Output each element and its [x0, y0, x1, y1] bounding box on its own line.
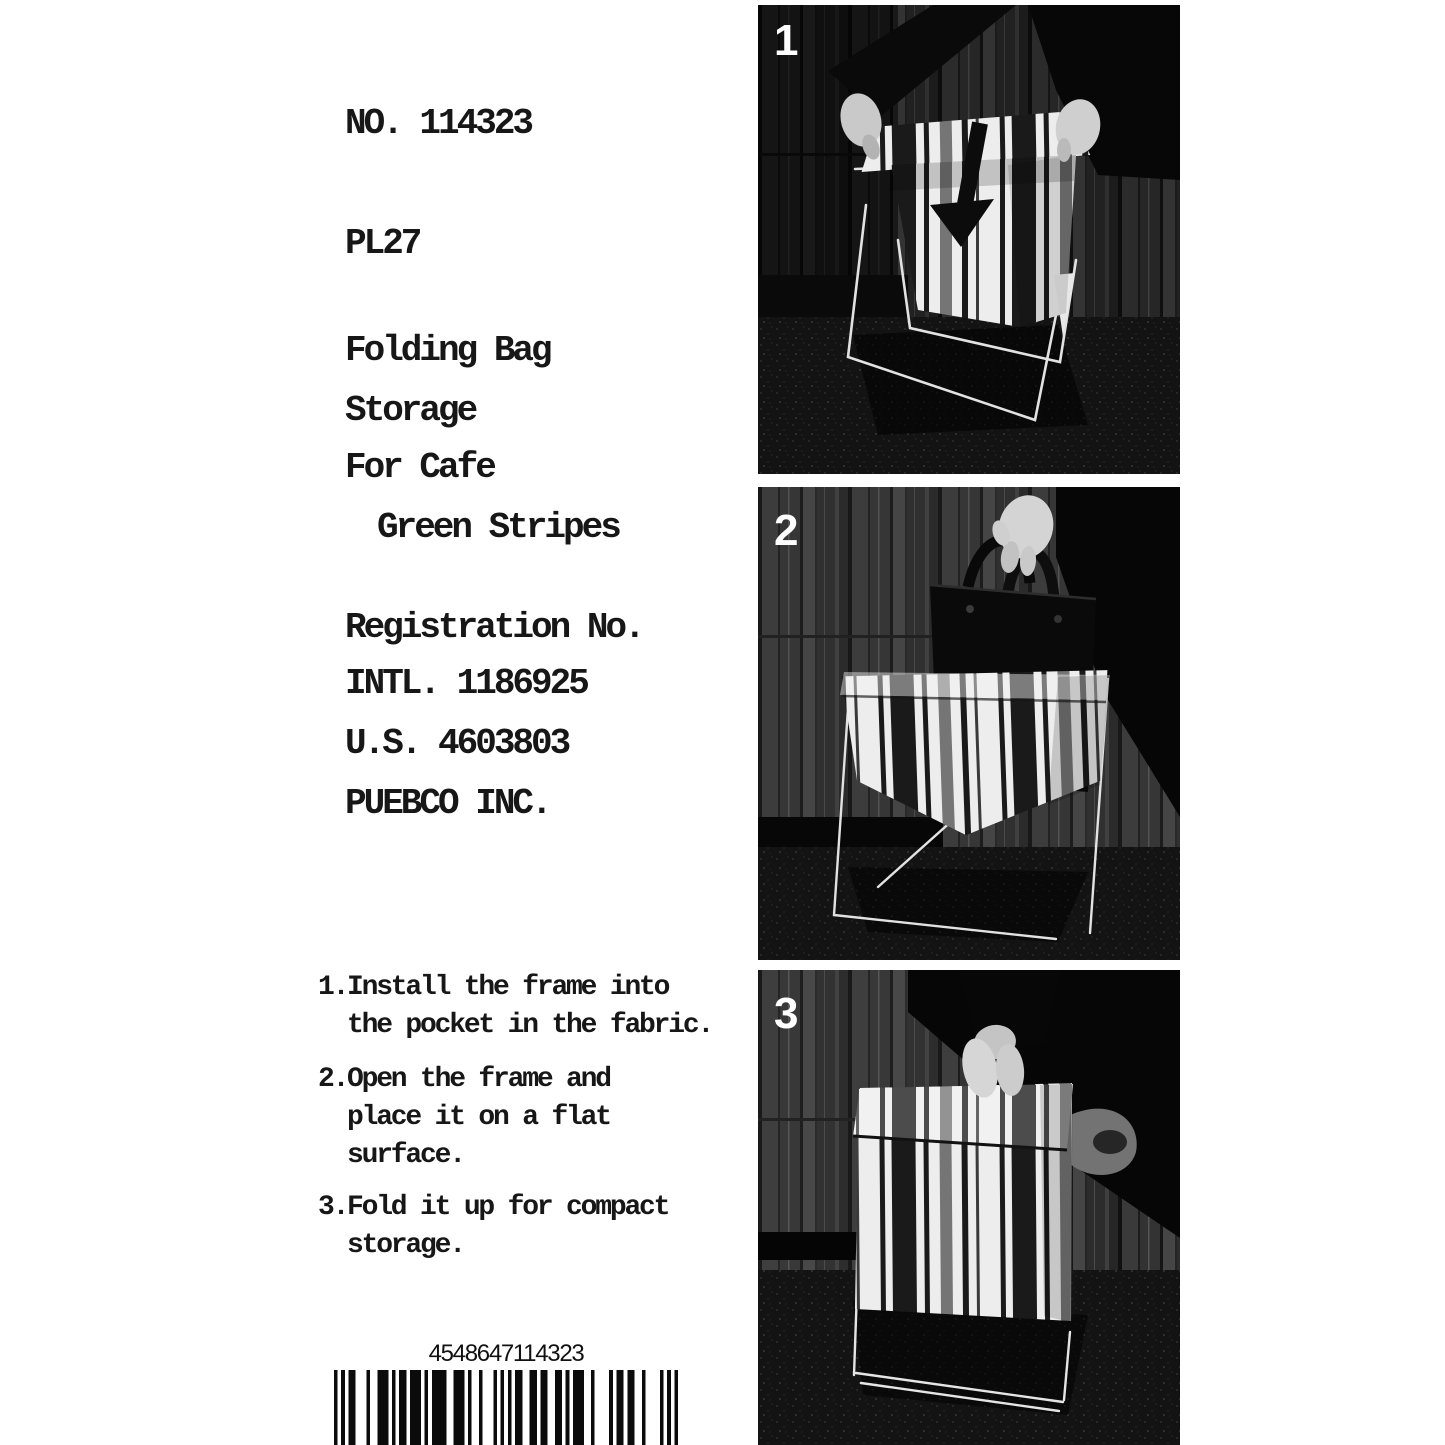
- registration-us: U.S. 4603803: [345, 723, 569, 764]
- instruction-step-1: [318, 969, 712, 1045]
- manufacturer-name: PUEBCO INC.: [345, 783, 550, 824]
- instruction-1-line-1: Install the frame into: [347, 972, 669, 1003]
- registration-heading: Registration No.: [345, 607, 643, 648]
- instruction-2-line-3: surface.: [347, 1140, 464, 1171]
- product-number: NO. 114323: [345, 103, 532, 144]
- instruction-step-3: [318, 1189, 668, 1265]
- barcode-bars: [334, 1370, 678, 1445]
- model-code: PL27: [345, 223, 420, 264]
- barcode: [334, 1341, 678, 1367]
- product-name-line-2: Storage: [345, 390, 476, 431]
- striped-fabric: [853, 1083, 1074, 1323]
- instruction-2-number: 2.: [318, 1064, 348, 1095]
- instruction-2-line-2: place it on a flat: [347, 1102, 610, 1133]
- product-variant: Green Stripes: [377, 507, 619, 548]
- handle-roll-hole: [1093, 1130, 1127, 1154]
- instruction-step-2: [318, 1061, 610, 1175]
- photo-step-number: 2: [774, 506, 799, 555]
- photo-step-number: 3: [774, 989, 799, 1038]
- photo-step-number: 1: [774, 16, 799, 65]
- registration-intl: INTL. 1186925: [345, 663, 587, 704]
- photo-step-1: [758, 5, 1180, 474]
- product-name-line-1: Folding Bag: [345, 330, 550, 371]
- instruction-3-number: 3.: [318, 1192, 348, 1223]
- barcode-number: 4548647114323: [428, 1340, 584, 1367]
- instruction-3-line-2: storage.: [347, 1230, 464, 1261]
- instruction-3-line-1: Fold it up for compact: [347, 1192, 669, 1223]
- instruction-2-line-1: Open the frame and: [347, 1064, 610, 1095]
- instruction-1-number: 1.: [318, 972, 348, 1003]
- product-name-line-3: For Cafe: [345, 447, 494, 488]
- floor-shadow: [848, 867, 1088, 942]
- photo-step-2: [758, 487, 1180, 960]
- instruction-1-line-2: the pocket in the fabric.: [347, 1010, 713, 1041]
- baseboard: [758, 275, 908, 321]
- photo-step-3: [758, 970, 1180, 1445]
